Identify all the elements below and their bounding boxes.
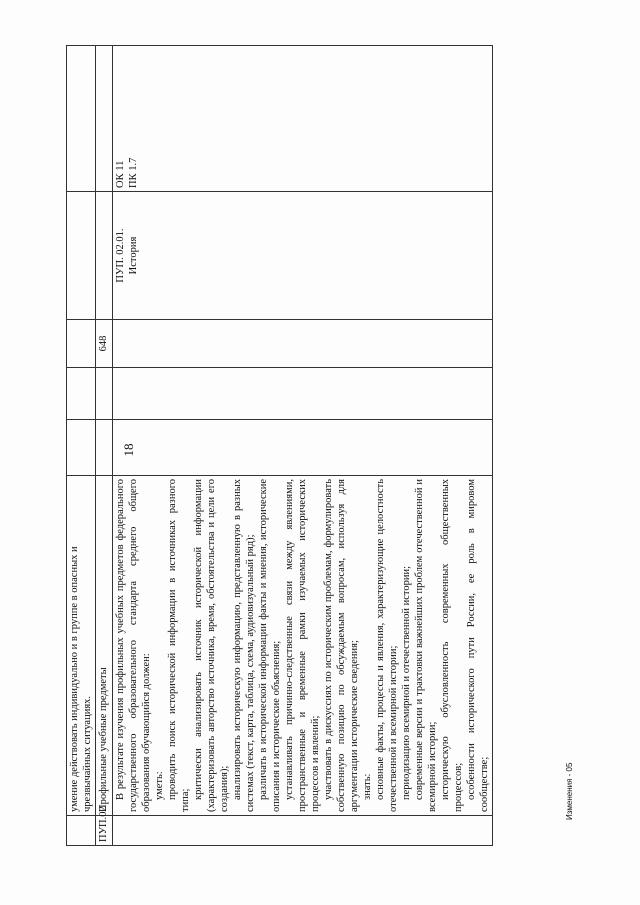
discipline-cell (113, 192, 493, 320)
description-paragraph: анализировать историческую информацию, представленную в разных системах (текст, карта, таблица, схема, аудиовизуальный ряд); (232, 479, 256, 812)
discipline-code: ПУП. 02.01. (115, 228, 126, 283)
description-paragraph: знать: (362, 773, 373, 800)
discipline-name: История (128, 236, 139, 275)
description-paragraph: основные факты, процессы и явления, характеризующие целостность отечественной и всемирной истории; (375, 479, 399, 812)
section-title: Профильные учебные предметы (96, 476, 113, 816)
competency-code: ОК 11 (115, 160, 126, 188)
table-row (96, 46, 113, 846)
top-row-text: умение действовать индивидуально и в группе в опасных и чрезвычайных ситуациях. (67, 476, 96, 816)
description-cell (113, 476, 493, 816)
description-paragraph: устанавливать причинно-следственные связи между явлениями, пространственные и временные рамки изучаемых исторических процессов и явлений; (284, 479, 321, 812)
description-paragraph: периодизацию всемирной и отечественной истории; (401, 565, 412, 800)
footer-note: Изменения - 05 (565, 762, 574, 820)
description-paragraph: критически анализировать источник исторической информации (характеризовать авторство источника, время, обстоятельства и цели его создания); (193, 479, 230, 812)
table-row (113, 46, 493, 846)
table-row (67, 46, 96, 846)
description-paragraph: В результате изучения профильных учебных предметов федерального государственного образовательного стандарта среднего общего образования обучающийся должен: (115, 479, 152, 812)
page-number: 18 (121, 443, 136, 457)
competency-code: ПК 1.7 (128, 157, 139, 188)
curriculum-table (66, 45, 493, 846)
competencies-cell (113, 46, 493, 192)
description-paragraph: историческую обусловленность современных общественных процессов; (440, 479, 464, 812)
hours-cell: 648 (96, 320, 113, 368)
section-code: ПУП.02 (96, 816, 113, 846)
description-paragraph: проводить поиск исторической информации в источниках разного типа; (167, 479, 191, 812)
description-paragraphs (114, 479, 491, 812)
description-paragraph: участвовать в дискуссиях по историческим проблемам, формулировать собственную позицию по обсуждаемым вопросам, используя для аргументации исторические сведения; (323, 479, 360, 812)
description-paragraph: различать в исторической информации факты и мнения, исторические описания и исторические объяснения; (258, 479, 282, 812)
description-paragraph: особенности исторического пути России, ее роль в мировом сообществе; (466, 479, 490, 812)
rotated-table-container (66, 46, 586, 846)
description-paragraph: современные версии и трактовки важнейших проблем отечественной и всемирной истории; (414, 479, 438, 812)
description-paragraph: уметь: (154, 771, 165, 800)
